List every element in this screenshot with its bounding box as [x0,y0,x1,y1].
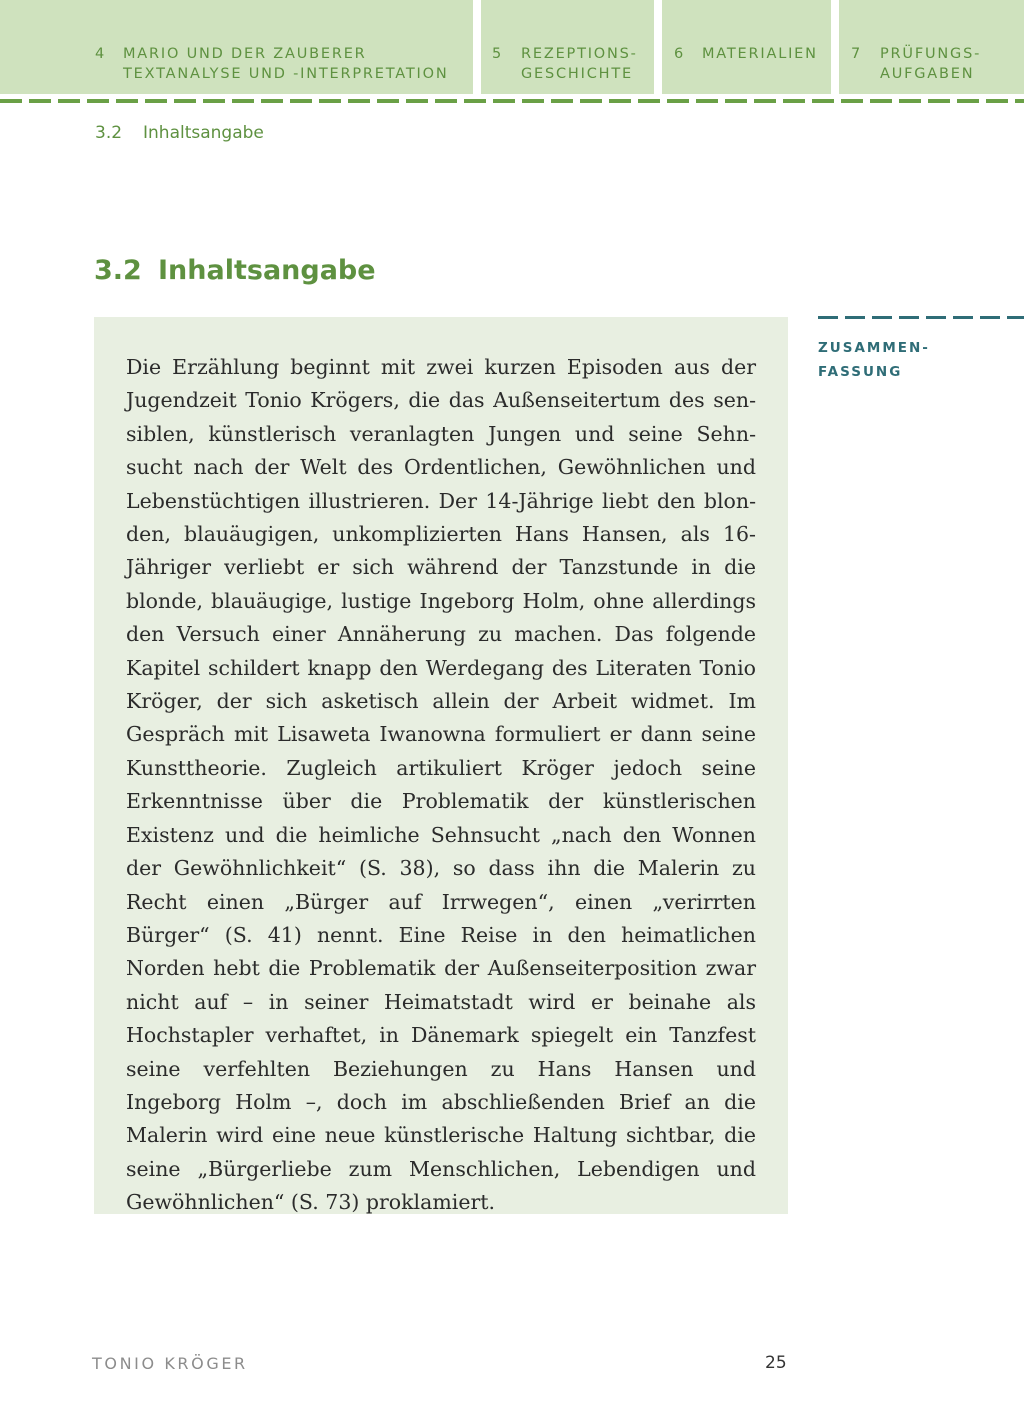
tab-textanalyse[interactable] [0,0,473,94]
tab-number: 4 [95,46,107,62]
tab-label: MARIO UND DER ZAUBERER TEXTANALYSE UND -INTERPRETATION [123,46,449,82]
tab-label: REZEPTIONS- GESCHICHTE [521,46,638,82]
footer-book-title: TONIO KRÖGER [92,1354,248,1373]
top-navigation [0,0,1024,96]
running-head-number: 3.2 [95,123,123,143]
section-number: 3.2 [94,255,142,286]
running-head-title: Inhaltsangabe [143,123,264,143]
tab-pruefungsaufgaben[interactable] [839,0,1024,94]
page-number: 25 [765,1353,787,1373]
nav-dashed-divider [0,99,1024,103]
tab-number: 7 [851,46,863,62]
tab-number: 6 [674,46,686,62]
summary-paragraph: Die Erzählung beginnt mit zwei kurzen Episoden aus der Jugendzeit Tonio Krögers, die das Außenseitertum des sensiblen, künstlerisch veranlagten Jungen und seine Sehnsucht nach der Welt des Ordentlichen, Gewöhnlichen und Lebenstüchtigen illustrieren. Der 14-Jährige liebt den blonden, blauäugigen, unkomplizierten Hans Hansen, als 16-Jähriger verliebt er sich während der Tanzstunde in die blonde, blauäugige, lustige Ingeborg Holm, ohne allerdings den Versuch einer Annäherung zu machen. Das folgende Kapitel schildert knapp den Werdegang des Literaten Tonio Kröger, der sich asketisch allein der Arbeit widmet. Im Gespräch mit Lisaweta Iwanowna formuliert er dann seine Kunsttheorie. Zugleich artikuliert Kröger jedoch seine Erkenntnisse über die Problematik der künstlerischen Existenz und die heimliche Sehnsucht „nach den Wonnen der Gewöhnlichkeit“ (S. 38), so dass ihn die Malerin zu Recht einen „Bürger auf Irrwegen“, einen „verirrten Bürger“ (S. 41) nennt. Eine Reise in den heimatlichen Norden hebt die Problematik der Außenseiterposition zwar nicht auf – in seiner Heimatstadt wird er beinahe als Hochstapler verhaftet, in Dänemark spiegelt ein Tanzfest seine verfehlten Beziehungen zu Hans Hansen und Ingeborg Holm –, doch im abschließenden Brief an die Malerin wird eine neue künstlerische Haltung sichtbar, die seine „Bürgerliebe zum Menschlichen, Lebendigen und Gewöhnlichen“ (S. 73) proklamiert. [126,355,756,1215]
margin-dashed-divider [818,316,1024,319]
section-heading: Inhaltsangabe [158,255,376,286]
running-head [95,123,264,143]
margin-note: ZUSAMMEN- FASSUNG [818,340,930,380]
tab-label: MATERIALIEN [702,46,818,62]
tab-rezeptionsgeschichte[interactable] [481,0,654,94]
tab-label: PRÜFUNGS- AUFGABEN [880,46,982,82]
tab-number: 5 [492,46,504,62]
tab-materialien[interactable] [662,0,831,94]
section-title [94,255,376,286]
